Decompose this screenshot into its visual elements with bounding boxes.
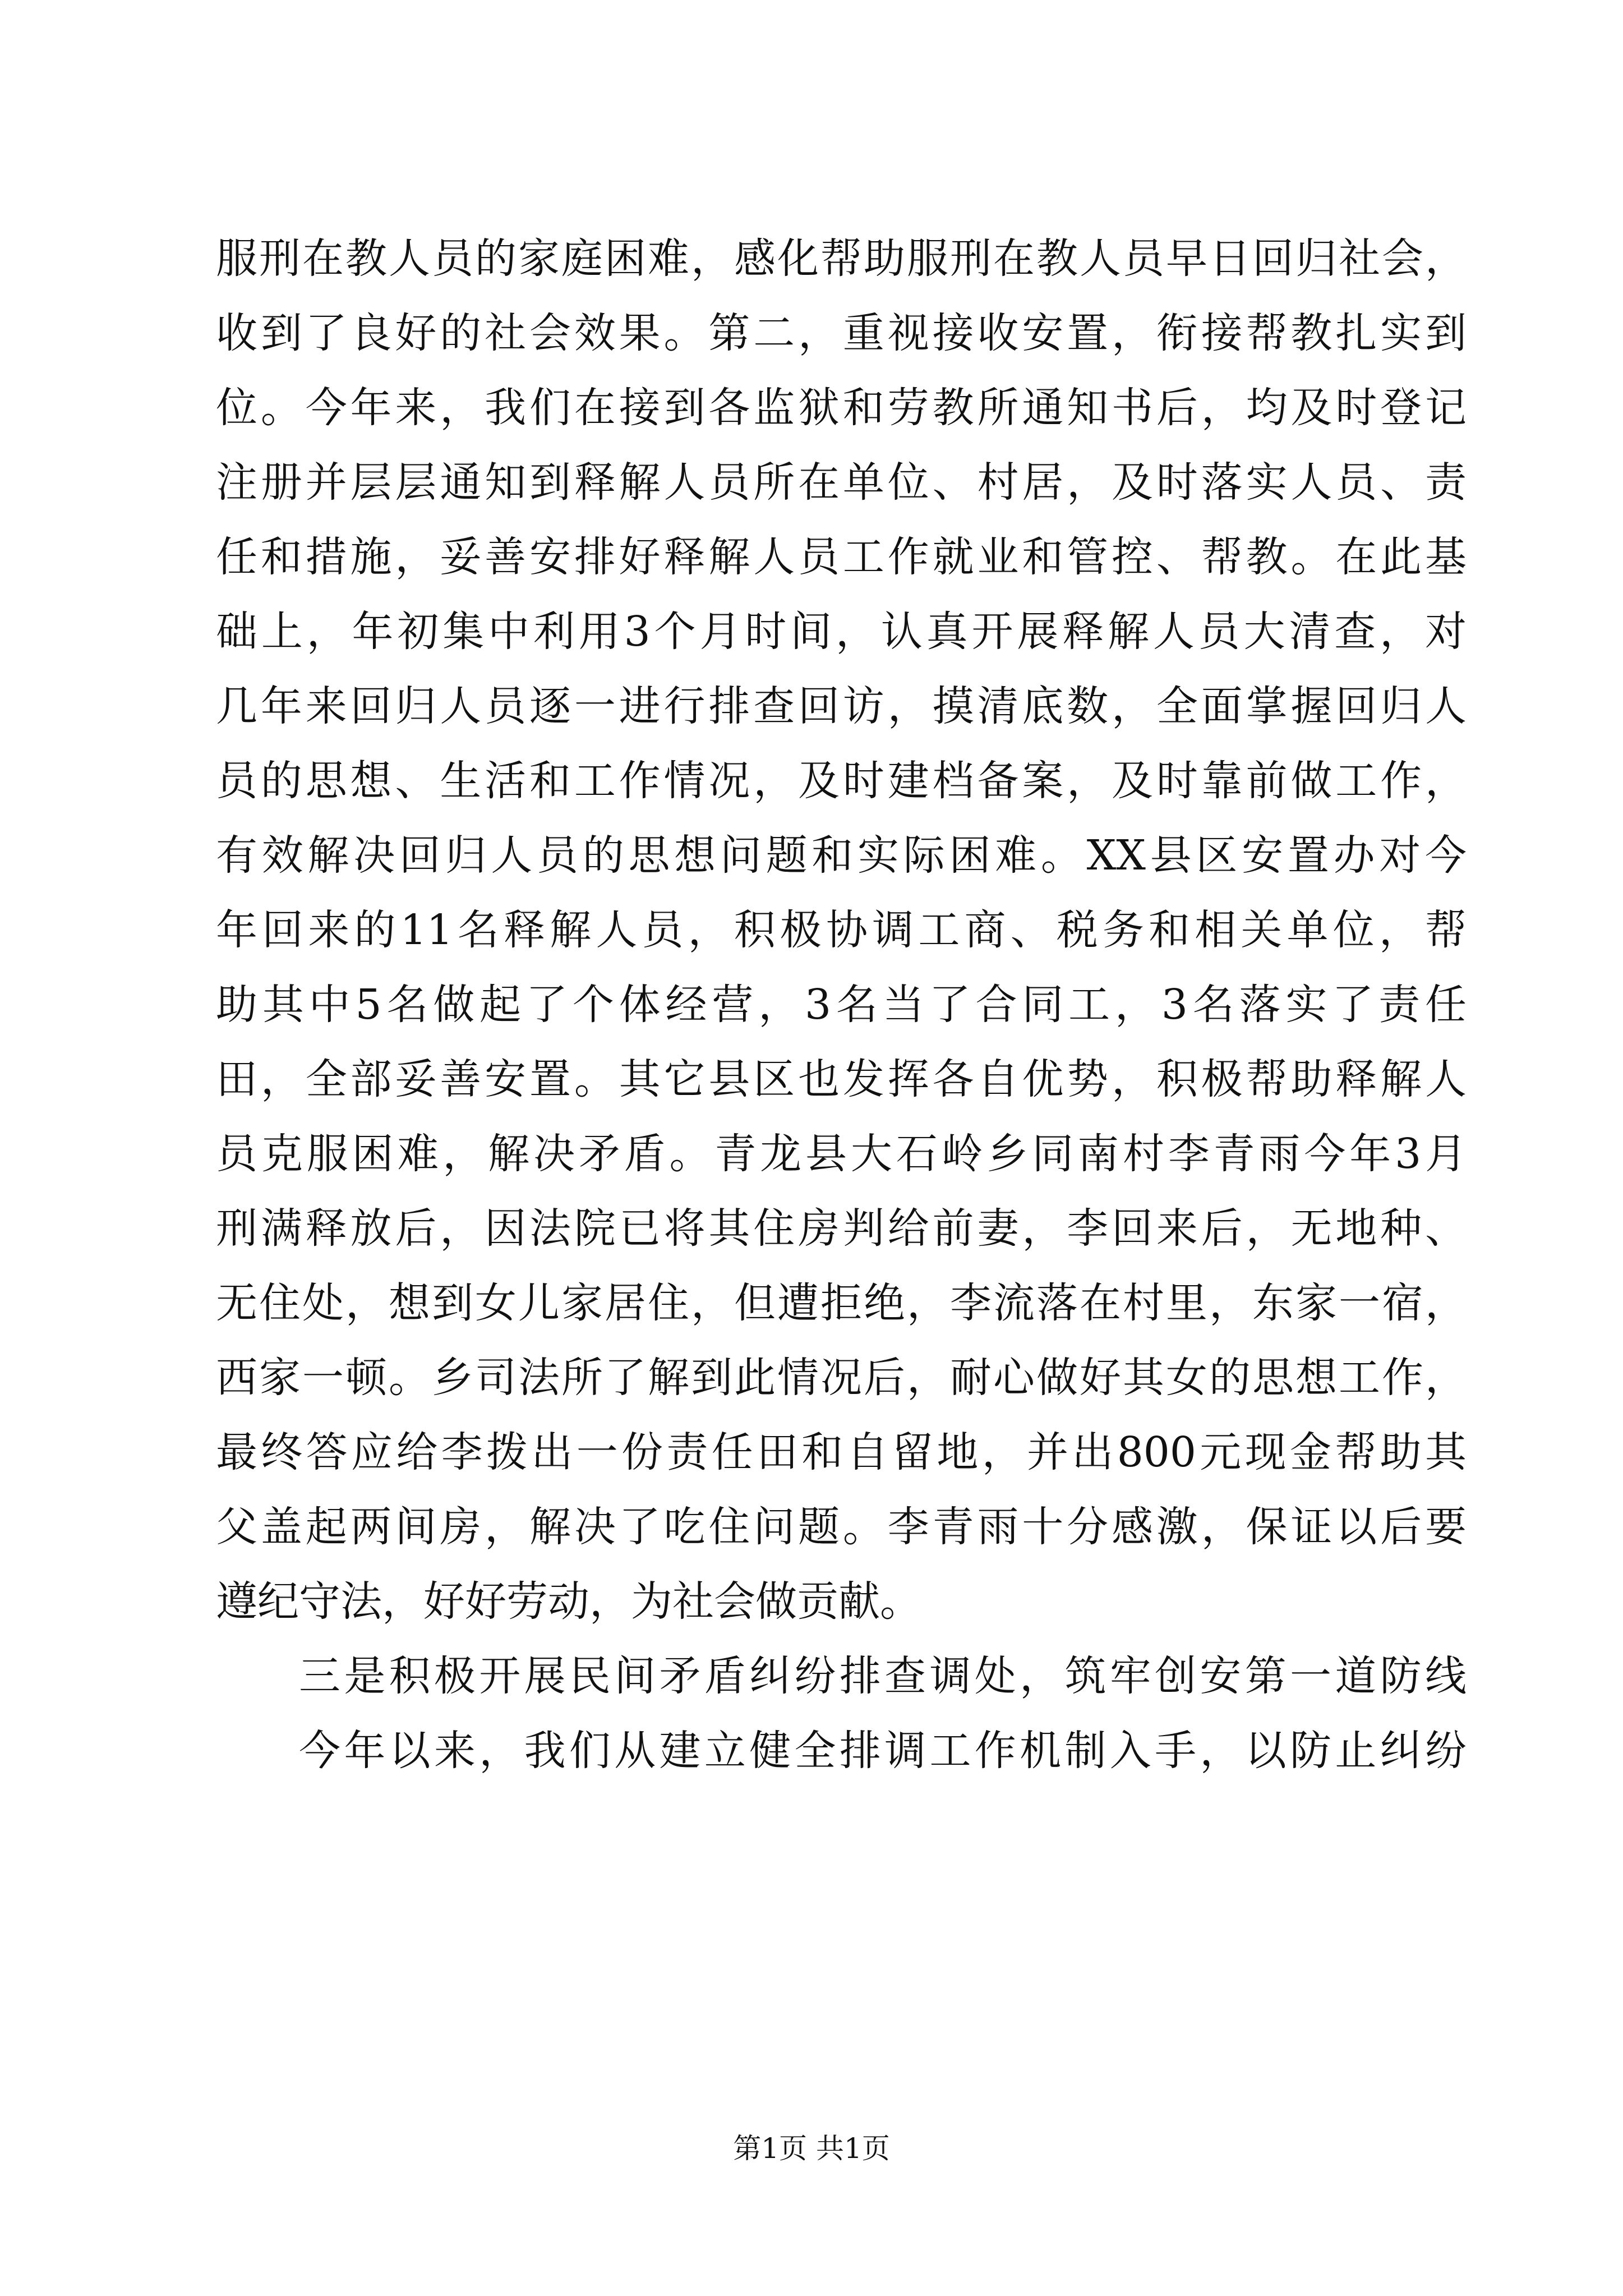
text-line: 础上，年初集中利用3个月时间，认真开展释解人员大清查，对 <box>216 608 1467 656</box>
text-line: 今年以来，我们从建立健全排调工作机制入手，以防止纠纷 <box>299 1727 1467 1775</box>
text-line: 田，全部妥善安置。其它县区也发挥各自优势，积极帮助释解人 <box>216 1055 1467 1103</box>
text-line: 位。今年来，我们在接到各监狱和劳教所通知书后，均及时登记 <box>216 384 1467 432</box>
document-body <box>216 222 1467 1788</box>
text-line: 遵纪守法，好好劳动，为社会做贡献。 <box>216 1577 921 1626</box>
text-line: 刑满释放后，因法院已将其住房判给前妻，李回来后，无地种、 <box>216 1204 1467 1253</box>
text-line: 员克服困难，解决矛盾。青龙县大石岭乡同南村李青雨今年3月 <box>216 1130 1467 1178</box>
text-line: 几年来回归人员逐一进行排查回访，摸清底数，全面掌握回归人 <box>216 682 1467 730</box>
text-line: 助其中5名做起了个体经营，3名当了合同工，3名落实了责任 <box>216 981 1467 1029</box>
section-heading: 三是积极开展民间矛盾纠纷排查调处，筑牢创安第一道防线 <box>299 1652 1467 1700</box>
text-line: 注册并层层通知到释解人员所在单位、村居，及时落实人员、责 <box>216 458 1467 507</box>
page-footer: 第1页 共1页 <box>733 2132 890 2165</box>
text-line: 最终答应给李拨出一份责任田和自留地，并出800元现金帮助其 <box>216 1428 1467 1476</box>
text-line: 西家一顿。乡司法所了解到此情况后，耐心做好其女的思想工作， <box>216 1354 1467 1402</box>
text-line: 收到了良好的社会效果。第二，重视接收安置，衔接帮教扎实到 <box>216 309 1467 357</box>
text-line: 父盖起两间房，解决了吃住问题。李青雨十分感激，保证以后要 <box>216 1503 1467 1551</box>
text-line: 有效解决回归人员的思想问题和实际困难。XX县区安置办对今 <box>216 831 1467 880</box>
text-line: 任和措施，妥善安排好释解人员工作就业和管控、帮教。在此基 <box>216 533 1467 581</box>
text-line: 服刑在教人员的家庭困难，感化帮助服刑在教人员早日回归社会， <box>216 234 1467 283</box>
text-line: 无住处，想到女儿家居住，但遭拒绝，李流落在村里，东家一宿， <box>216 1279 1467 1327</box>
text-line: 员的思想、生活和工作情况，及时建档备案，及时靠前做工作， <box>216 757 1467 805</box>
text-line: 年回来的11名释解人员，积极协调工商、税务和相关单位，帮 <box>216 906 1467 954</box>
